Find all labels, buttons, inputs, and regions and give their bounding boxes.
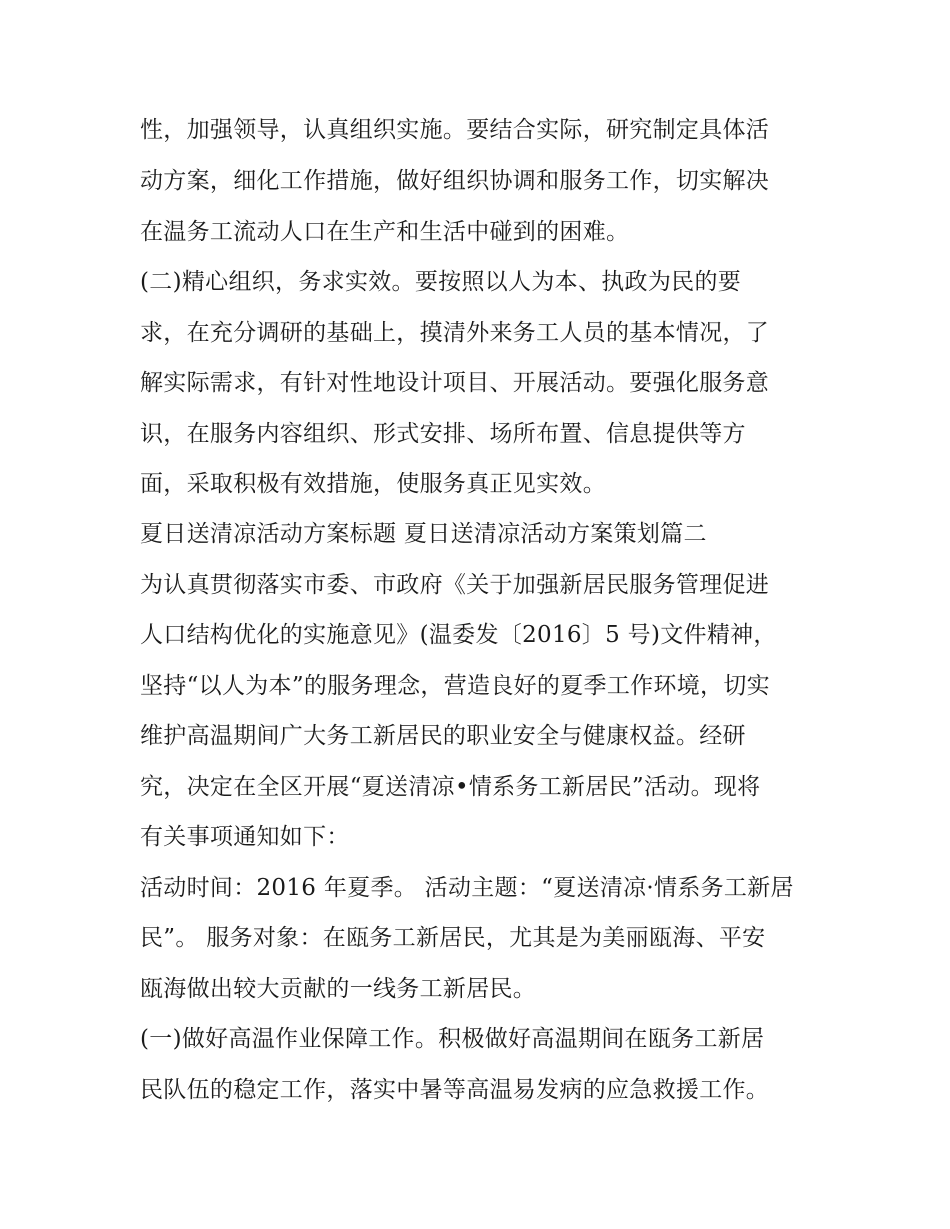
text-line: 人口结构优化的实施意见》(温委发〔2016〕5 号)文件精神， (140, 622, 777, 648)
section-heading: 夏日送清凉活动方案标题 夏日送清凉活动方案策划篇二 (140, 521, 707, 547)
text-line: 为认真贯彻落实市委、市政府《关于加强新居民服务管理促进 (140, 572, 770, 598)
text-line: 民队伍的稳定工作，落实中暑等高温易发病的应急救援工作。 (140, 1077, 770, 1103)
text-line: 识，在服务内容组织、形式安排、场所布置、信息提供等方 (140, 421, 746, 447)
text-line: 究，决定在全区开展“夏送清凉•情系务工新居民”活动。现将 (140, 774, 761, 800)
text-line: 性，加强领导，认真组织实施。要结合实际，研究制定具体活 (140, 117, 770, 143)
text-line: (二)精心组织，务求实效。要按照以人为本、执政为民的要 (140, 269, 742, 295)
text-line: 动方案，细化工作措施，做好组织协调和服务工作，切实解决 (140, 168, 770, 194)
text-line: 面，采取积极有效措施，使服务真正见实效。 (140, 471, 606, 497)
text-line: 坚持“以人为本”的服务理念，营造良好的夏季工作环境，切实 (140, 673, 770, 699)
text-line: 维护高温期间广大务工新居民的职业安全与健康权益。经研 (140, 723, 746, 749)
text-line: 民”。 服务对象：在瓯务工新居民，尤其是为美丽瓯海、平安 (140, 925, 766, 951)
text-line: 解实际需求，有针对性地设计项目、开展活动。要强化服务意 (140, 370, 770, 396)
text-line: 在温务工流动人口在生产和生活中碰到的困难。 (140, 219, 630, 245)
text-line: (一)做好高温作业保障工作。积极做好高温期间在瓯务工新居 (140, 1026, 765, 1052)
text-line: 活动时间：2016 年夏季。 活动主题：“夏送清凉·情系务工新居 (140, 875, 794, 901)
text-line: 求，在充分调研的基础上，摸清外来务工人员的基本情况，了 (140, 320, 770, 346)
text-line: 瓯海做出较大贡献的一线务工新居民。 (140, 976, 537, 1002)
text-line: 有关事项通知如下： (140, 824, 350, 850)
